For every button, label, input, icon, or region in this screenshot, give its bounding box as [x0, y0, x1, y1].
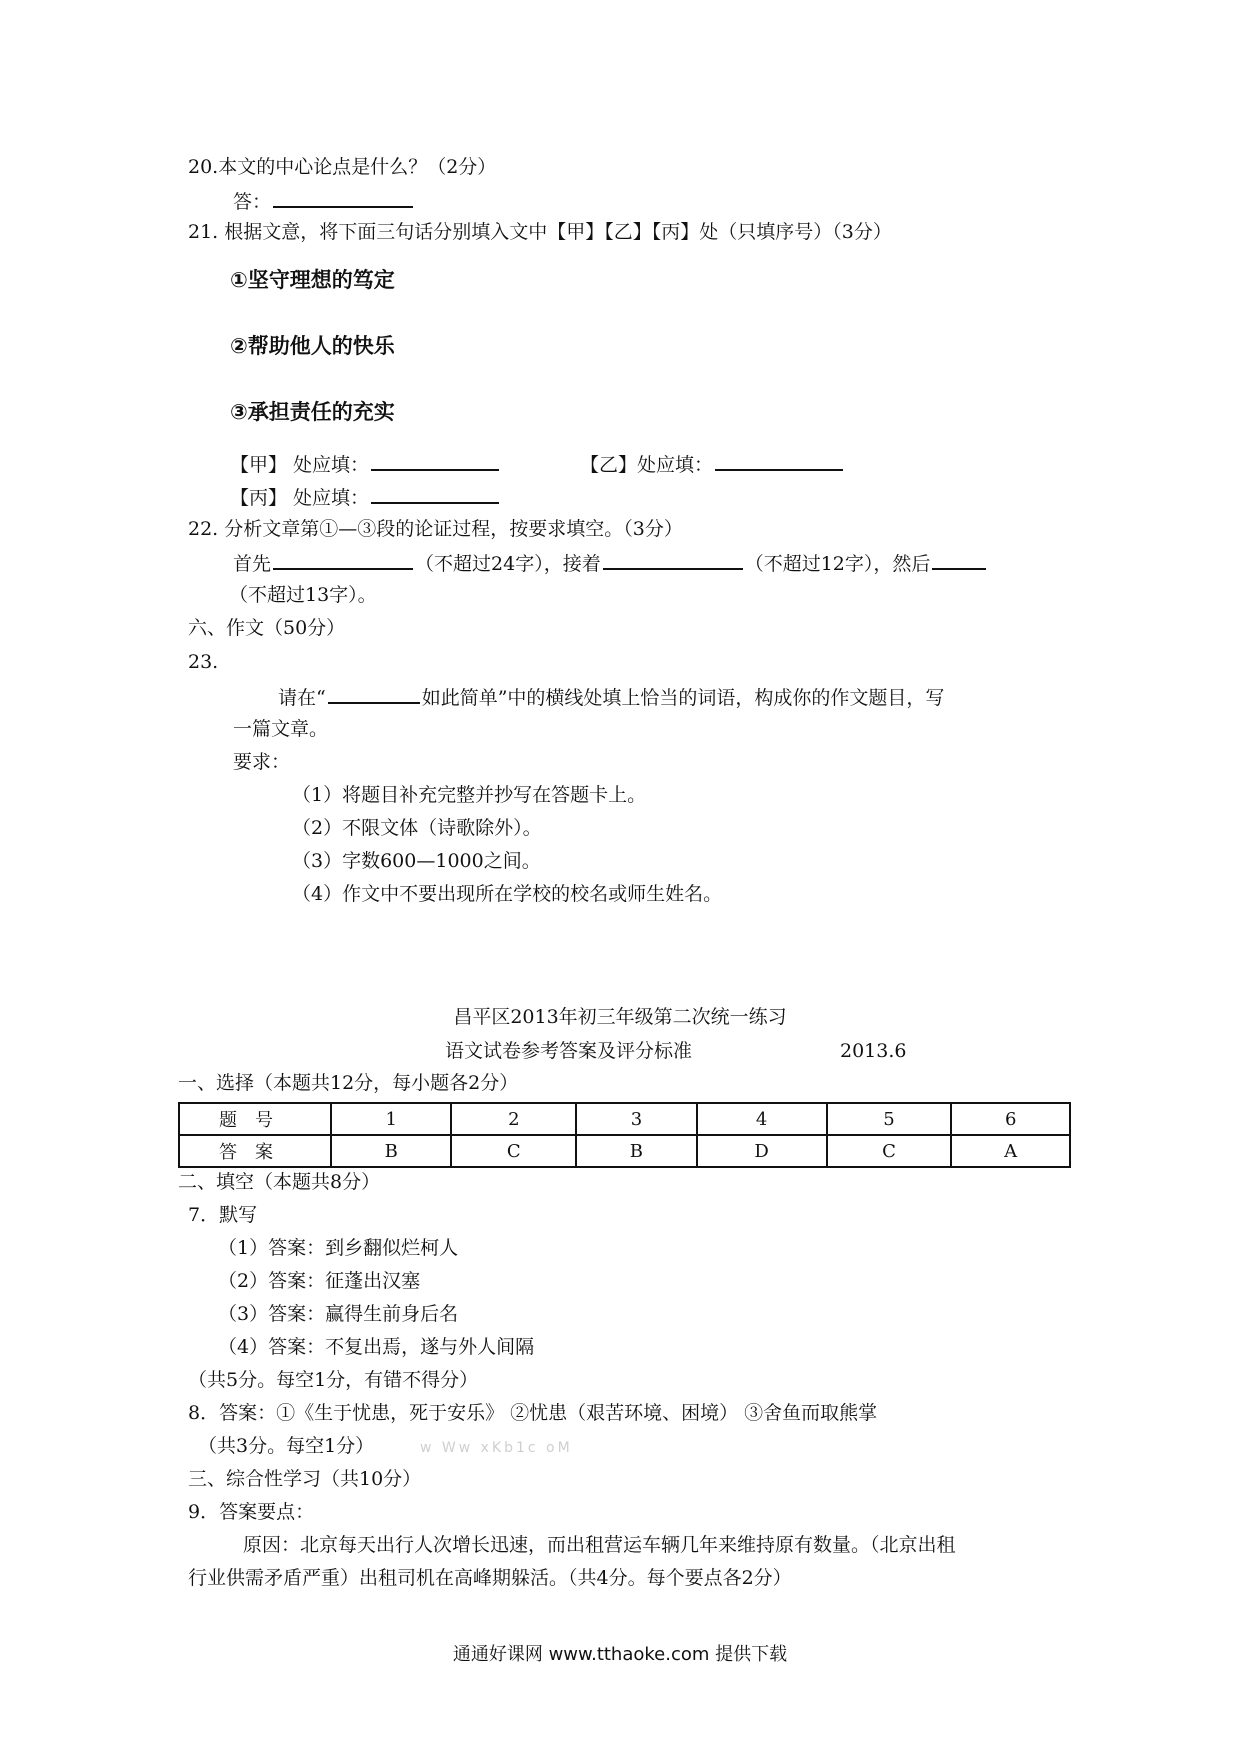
q23-prompt-a: 请在“	[278, 687, 326, 709]
q22-process	[233, 550, 988, 576]
table-cell: D	[697, 1135, 827, 1167]
answer-key-date: 2013.6	[840, 1040, 907, 1062]
table-cell: B	[576, 1135, 696, 1167]
q8-score: （共3分。每空1分）	[198, 1435, 375, 1457]
q7-score: （共5分。每空1分，有错不得分）	[188, 1369, 479, 1391]
q20-answer-blank[interactable]	[273, 188, 413, 208]
table-row	[179, 1135, 1070, 1167]
q21-option-3: ③承担责任的充实	[230, 400, 395, 424]
section-1-title: 一、选择（本题共12分，每小题各2分）	[178, 1072, 519, 1094]
q21-fill-yi	[580, 451, 845, 477]
q21-fill-jia-label: 【甲】 处应填：	[230, 454, 370, 476]
q21-fill-bing-blank[interactable]	[371, 484, 499, 504]
row-label-number: 题号	[179, 1103, 331, 1135]
section-2-title: 二、填空（本题共8分）	[178, 1171, 381, 1193]
q23-req-3: （3）字数600—1000之间。	[292, 850, 541, 872]
q7-item-3: （3）答案：赢得生前身后名	[218, 1303, 459, 1325]
table-cell: B	[331, 1135, 451, 1167]
q23-prompt	[278, 684, 944, 710]
watermark: w Ww xKb1c oM	[420, 1440, 573, 1456]
q23-req-1: （1）将题目补充完整并抄写在答题卡上。	[292, 784, 647, 806]
q22-blank-1[interactable]	[273, 550, 413, 570]
row-label-answer: 答案	[179, 1135, 331, 1167]
table-cell: C	[827, 1135, 952, 1167]
q20-answer	[233, 188, 415, 214]
q21-fill-yi-blank[interactable]	[715, 451, 843, 471]
q20-answer-label: 答：	[233, 191, 272, 213]
answer-key-subtitle: 语文试卷参考答案及评分标准	[445, 1040, 693, 1062]
q22-blank-2[interactable]	[603, 550, 743, 570]
table-cell: A	[951, 1135, 1070, 1167]
table-cell: C	[451, 1135, 576, 1167]
q9-title: 9．答案要点：	[188, 1501, 315, 1523]
q22-part-3: （不超过12字），然后	[744, 553, 931, 575]
q23-req-title: 要求：	[233, 751, 291, 773]
q23-title-blank[interactable]	[328, 684, 420, 704]
q23-prompt-c: 一篇文章。	[233, 718, 329, 740]
q7-item-1: （1）答案：到乡翻似烂柯人	[218, 1237, 459, 1259]
q21-fill-jia-blank[interactable]	[371, 451, 499, 471]
q9-line-1: 原因：北京每天出行人次增长迅速，而出租营运车辆几年来维持原有数量。（北京出租	[243, 1534, 956, 1556]
q21-option-1: ①坚守理想的笃定	[230, 268, 395, 292]
q20-stem: 20.本文的中心论点是什么？（2分）	[188, 156, 497, 178]
section-3-title: 三、综合性学习（共10分）	[188, 1468, 422, 1490]
footer-credit: 通通好课网 www.tthaoke.com 提供下载	[452, 1644, 788, 1665]
q22-part-2: （不超过24字），接着	[415, 553, 601, 575]
table-cell: 5	[827, 1103, 952, 1135]
q21-fill-bing-label: 【丙】 处应填：	[230, 487, 370, 509]
q21-fill-jia	[230, 451, 501, 477]
q22-part-4: （不超过13字）。	[229, 584, 377, 606]
q21-fill-yi-label: 【乙】处应填：	[580, 454, 714, 476]
q23-prompt-b: 如此简单”中的横线处填上恰当的词语，构成你的作文题目，写	[421, 687, 945, 709]
q21-fill-bing	[230, 484, 501, 510]
q8-answer: 8．答案：①《生于忧患，死于安乐》 ②忧患（艰苦环境、困境） ③舍鱼而取熊掌	[188, 1402, 878, 1424]
q9-line-2: 行业供需矛盾严重）出租司机在高峰期躲活。（共4分。每个要点各2分）	[188, 1567, 792, 1589]
q22-stem: 22. 分析文章第①—③段的论证过程，按要求填空。（3分）	[188, 518, 683, 540]
q23-number: 23.	[188, 651, 219, 673]
table-cell: 2	[451, 1103, 576, 1135]
q7-item-2: （2）答案：征蓬出汉塞	[218, 1270, 421, 1292]
q22-part-1: 首先	[233, 553, 272, 575]
q23-req-4: （4）作文中不要出现所在学校的校名或师生姓名。	[292, 883, 723, 905]
q22-blank-3[interactable]	[932, 550, 986, 570]
table-cell: 4	[697, 1103, 827, 1135]
section-6-title: 六、作文（50分）	[188, 617, 346, 639]
q7-item-4: （4）答案：不复出焉，遂与外人间隔	[218, 1336, 535, 1358]
answer-key-title: 昌平区2013年初三年级第二次统一练习	[453, 1006, 787, 1028]
table-cell: 6	[951, 1103, 1070, 1135]
answer-table	[178, 1102, 1071, 1168]
table-cell: 3	[576, 1103, 696, 1135]
q7-title: 7．默写	[188, 1204, 258, 1226]
q23-req-2: （2）不限文体（诗歌除外）。	[292, 817, 542, 839]
table-row	[179, 1103, 1070, 1135]
table-cell: 1	[331, 1103, 451, 1135]
q21-stem: 21. 根据文意，将下面三句话分别填入文中【甲】【乙】【丙】处（只填序号）（3分）	[188, 221, 892, 243]
q21-option-2: ②帮助他人的快乐	[230, 334, 395, 358]
